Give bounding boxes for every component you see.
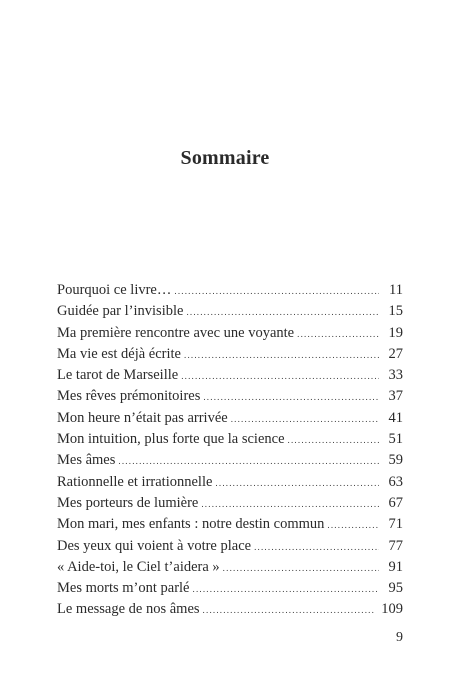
toc-entry-title: Le message de nos âmes (57, 601, 200, 618)
toc-entry-title: Mon mari, mes enfants : notre destin commun (57, 516, 325, 533)
toc-entry-title: Mes âmes (57, 452, 116, 469)
toc-entry-page: 67 (388, 494, 403, 511)
toc-entry-title: Ma première rencontre avec une voyante (57, 324, 295, 341)
dot-leader (203, 600, 376, 621)
toc-entry-page: 71 (388, 516, 403, 533)
table-of-contents (57, 280, 403, 621)
page-title: Sommaire (180, 147, 270, 169)
dot-leader (181, 366, 379, 387)
dot-leader (215, 473, 379, 494)
toc-entry (57, 493, 403, 514)
toc-entry-title: Le tarot de Marseille (57, 367, 179, 384)
toc-entry-title: Pourquoi ce livre… (57, 282, 172, 298)
toc-entry-title: Guidée par l’invisible (57, 303, 184, 320)
dot-leader (327, 515, 379, 536)
toc-entry (57, 429, 403, 450)
dot-leader (118, 451, 379, 472)
toc-entry (57, 301, 403, 322)
toc-entry-title: Mon heure n’était pas arrivée (57, 409, 228, 426)
toc-entry-page: 33 (388, 367, 403, 384)
toc-entry-title: « Aide-toi, le Ciel t’aidera » (57, 558, 220, 575)
toc-entry-title: Rationnelle et irrationnelle (57, 473, 213, 490)
toc-entry-page: 37 (388, 388, 403, 405)
dot-leader (288, 430, 379, 451)
toc-entry (57, 578, 403, 599)
toc-entry-page: 109 (381, 601, 403, 618)
toc-entry-page: 59 (388, 452, 403, 469)
toc-entry-title: Mes porteurs de lumière (57, 494, 199, 511)
toc-entry (57, 365, 403, 386)
toc-entry-page: 51 (388, 431, 403, 448)
toc-entry-page: 77 (388, 537, 403, 554)
toc-entry-page: 63 (388, 473, 403, 490)
dot-leader (254, 537, 379, 558)
dot-leader (223, 558, 379, 579)
dot-leader (201, 494, 379, 515)
toc-entry (57, 280, 403, 301)
toc-entry-page: 91 (388, 558, 403, 575)
toc-entry (57, 557, 403, 578)
dot-leader (174, 281, 379, 302)
dot-leader (193, 579, 380, 600)
toc-entry-title: Mes morts m’ont parlé (57, 580, 190, 597)
toc-entry (57, 599, 403, 620)
dot-leader (203, 387, 379, 408)
toc-entry-page: 19 (388, 324, 403, 341)
toc-entry (57, 323, 403, 344)
dot-leader (231, 409, 379, 430)
toc-entry (57, 386, 403, 407)
dot-leader (184, 345, 379, 366)
toc-entry-page: 41 (388, 409, 403, 426)
toc-entry (57, 408, 403, 429)
toc-entry-title: Mes rêves prémonitoires (57, 388, 201, 405)
toc-entry-title: Des yeux qui voient à votre place (57, 537, 252, 554)
toc-entry-title: Ma vie est déjà écrite (57, 345, 181, 362)
toc-entry-page: 95 (388, 580, 403, 597)
toc-entry-page: 27 (388, 345, 403, 362)
toc-entry (57, 514, 403, 535)
toc-entry-title: Mon intuition, plus forte que la science (57, 431, 285, 448)
toc-entry (57, 472, 403, 493)
page-number: 9 (396, 630, 403, 645)
toc-entry (57, 450, 403, 471)
toc-entry-page: 11 (389, 282, 403, 298)
toc-entry (57, 536, 403, 557)
toc-entry-page: 15 (388, 303, 403, 320)
dot-leader (297, 324, 379, 345)
dot-leader (186, 302, 379, 323)
toc-entry (57, 344, 403, 365)
